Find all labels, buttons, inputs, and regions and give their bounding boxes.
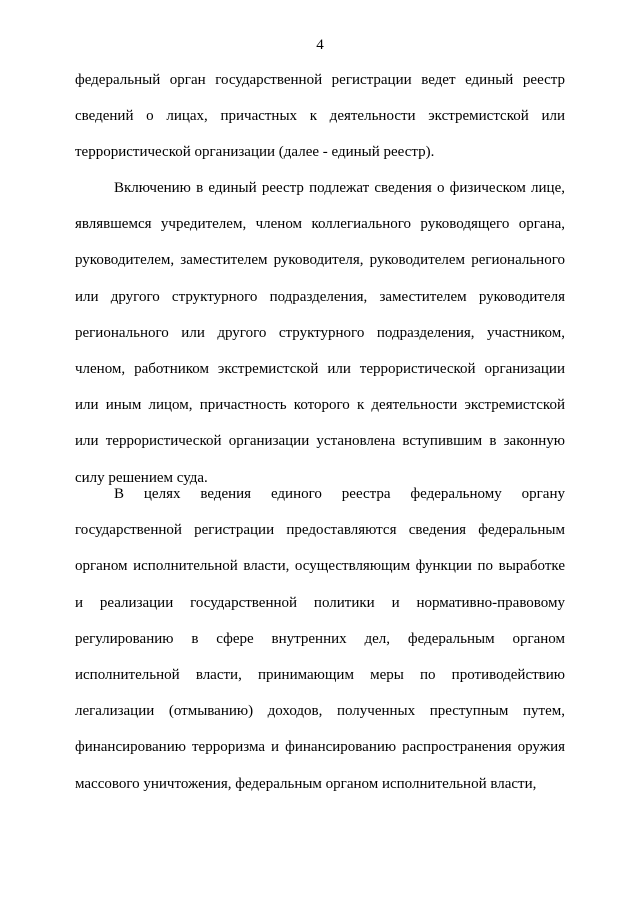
paragraph-registry-continuation: федеральный орган государственной регистрации ведет единый реестр сведений о лицах, причастных к деятельности экстремистской или террористической организации (далее - единый реестр).	[75, 72, 565, 161]
paragraph-registry-inclusion: Включению в единый реестр подлежат сведения о физическом лице, являвшемся учредителем, членом коллегиального руководящего органа, руководителем, заместителем руководителя, руководителем регионального или другого структурного подразделения, заместителем руководителя регионального или другого структурного подразделения, участником, членом, работником экстремистской или террористической организации или иным лицом, причастность которого к деятельности экстремистской или террористической организации установлена вступившим в законную силу решением суда.	[75, 180, 565, 486]
paragraph-information-provision: В целях ведения единого реестра федеральному органу государственной регистрации предоставляются сведения федеральным органом исполнительной власти, осуществляющим функции по выработке и реализации государственной политики и нормативно-правовому регулированию в сфере внутренних дел, федеральным органом исполнительной власти, принимающим меры по противодействию легализации (отмыванию) доходов, полученных преступным путем, финансированию терроризма и финансированию распространения оружия массового уничтожения, федеральным органом исполнительной власти,	[75, 486, 565, 792]
page-number: 4	[316, 37, 324, 53]
